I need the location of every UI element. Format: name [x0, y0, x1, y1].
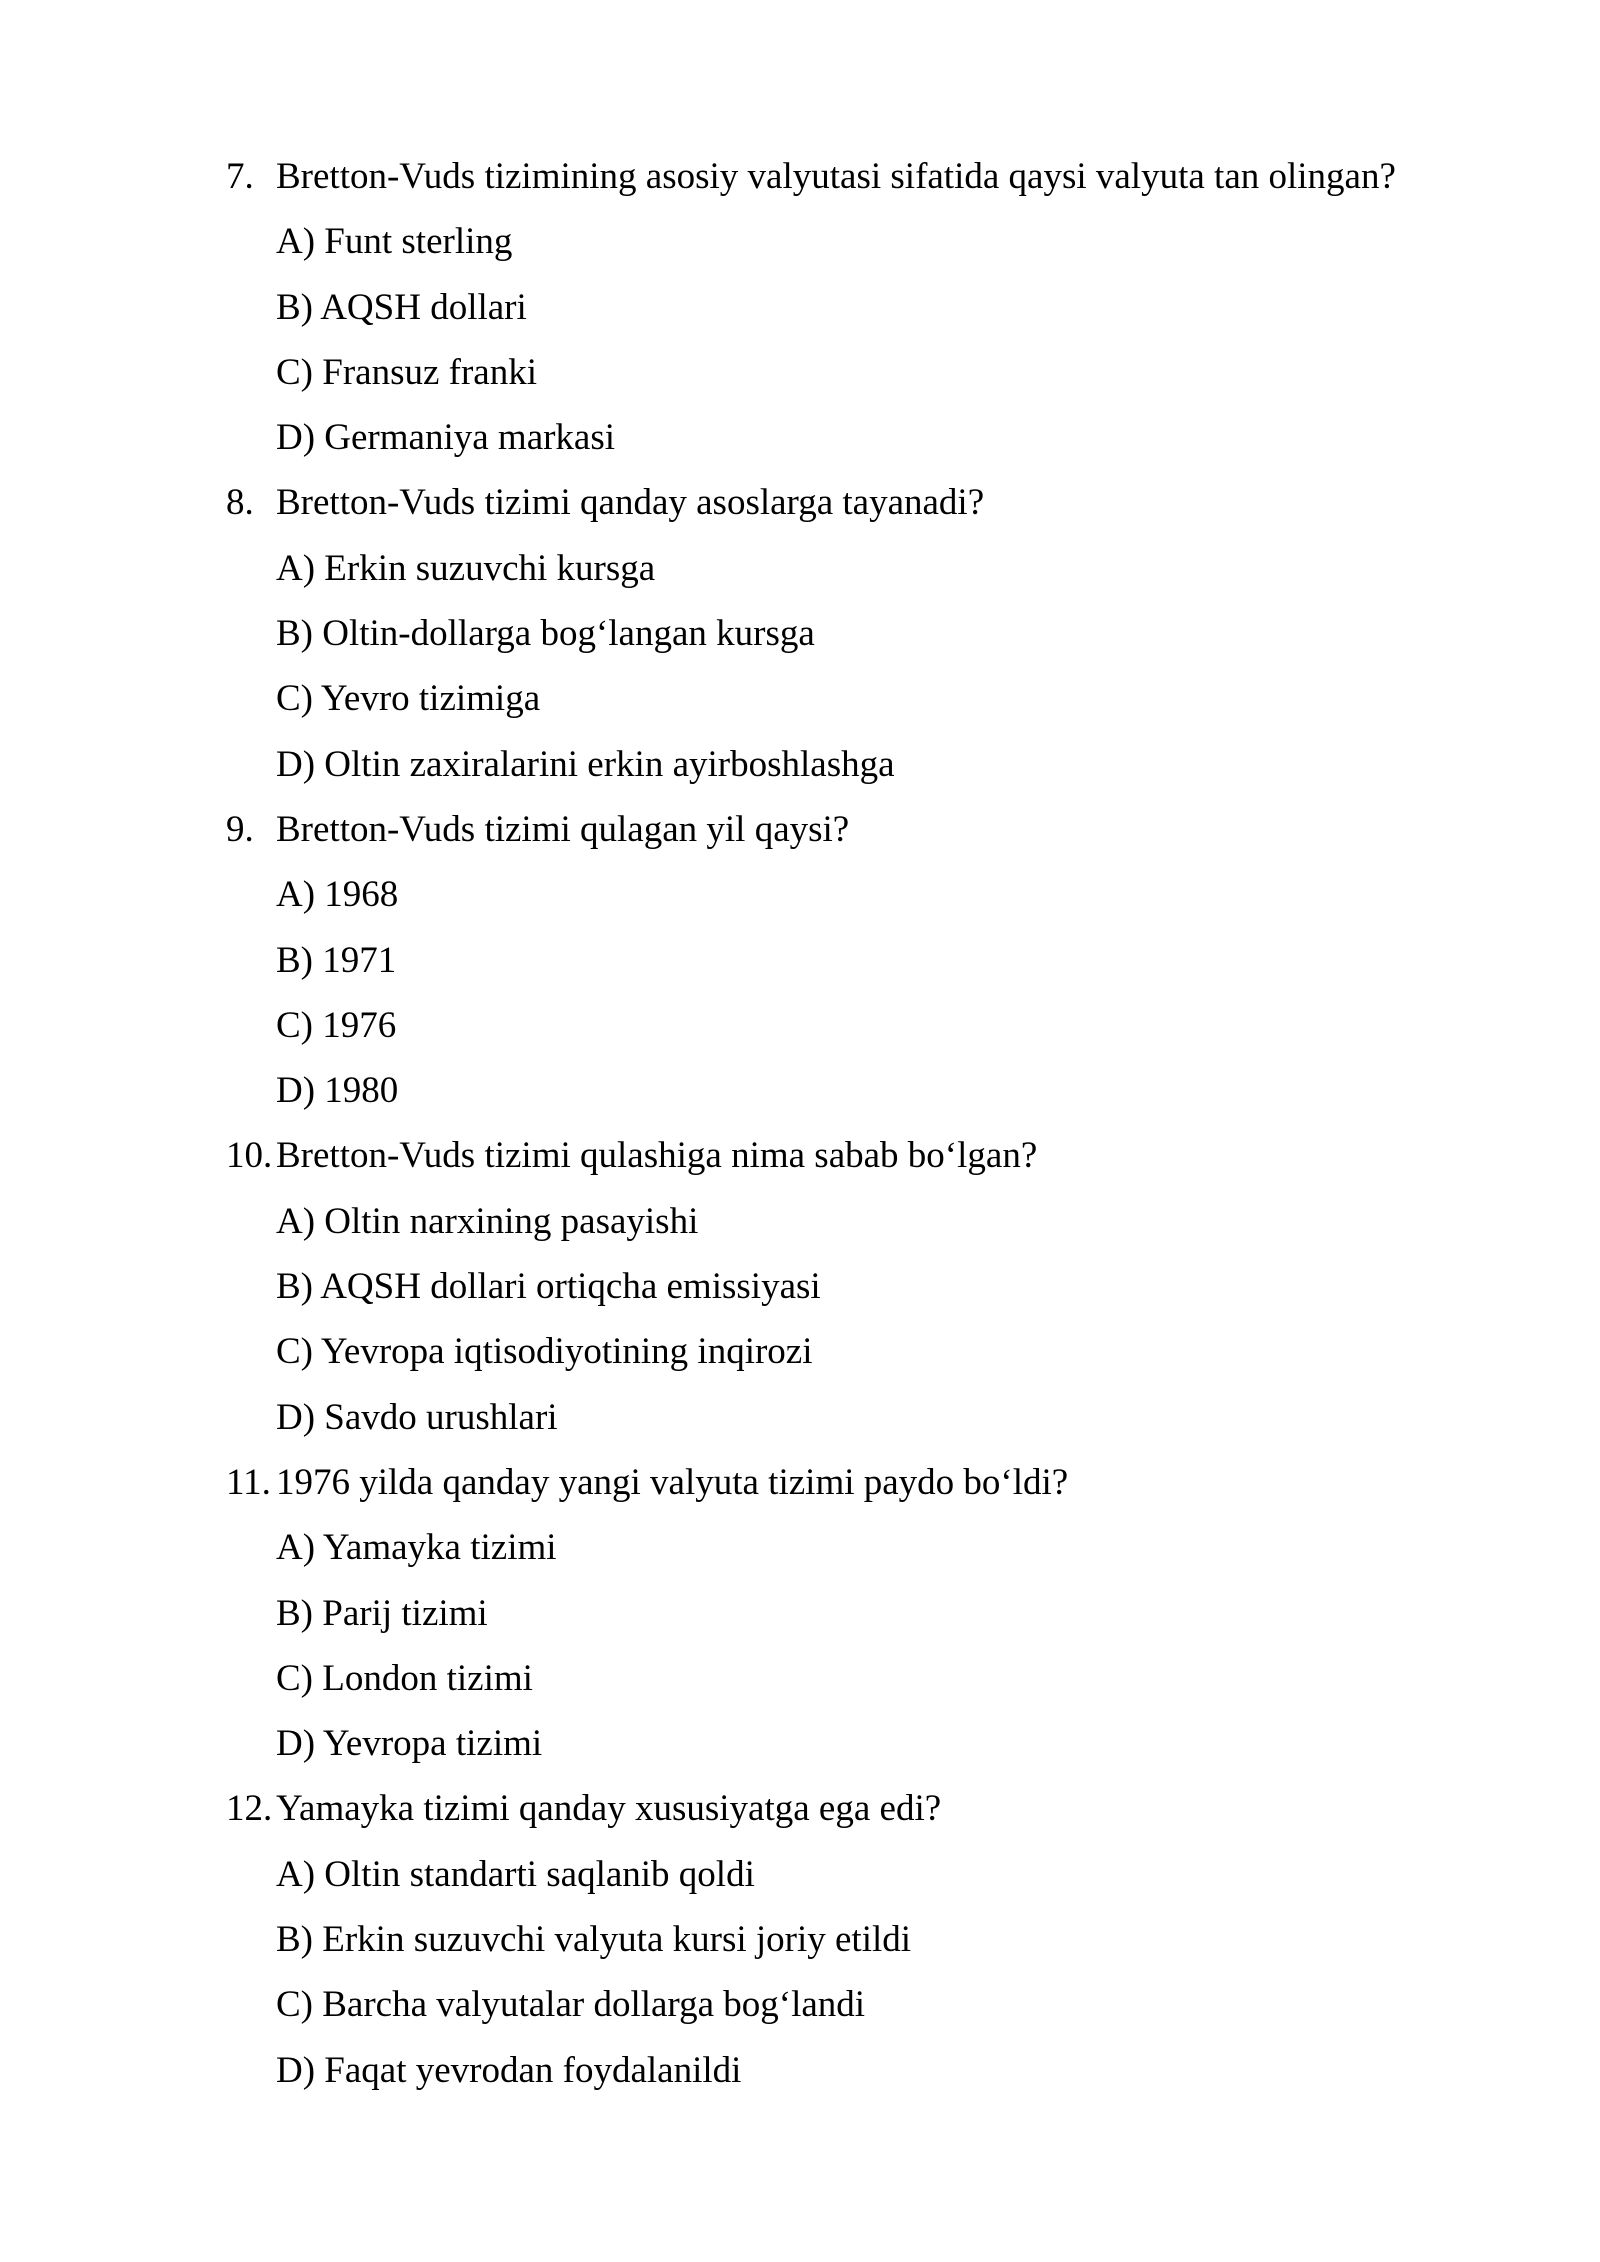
option-a: A) Funt sterling [276, 221, 513, 263]
option-d: D) Savdo urushlari [276, 1396, 558, 1438]
option-d: D) Germaniya markasi [276, 417, 616, 459]
question-12 [226, 1776, 1466, 2102]
question-text: Bretton-Vuds tizimi qulashiga nima sabab bo‘lgan? [276, 1135, 1038, 1177]
option-b: B) Erkin suzuvchi valyuta kursi joriy etildi [276, 1919, 912, 1961]
question-text: Yamayka tizimi qanday xususiyatga ega edi? [276, 1788, 942, 1830]
question-text: Bretton-Vuds tizimining asosiy valyutasi sifatida qaysi valyuta tan olingan? [276, 156, 1396, 197]
option-a: A) Yamayka tizimi [276, 1527, 557, 1569]
option-d: D) Faqat yevrodan foydalanildi [276, 2049, 742, 2091]
option-c: C) London tizimi [276, 1657, 533, 1699]
option-c: C) Yevropa iqtisodiyotining inqirozi [276, 1331, 813, 1373]
question-number: 9. [226, 808, 254, 850]
question-number: 7. [226, 156, 254, 197]
question-line [226, 797, 1466, 862]
option-c: C) Fransuz franki [276, 351, 537, 393]
option-b: B) AQSH dollari ortiqcha emissiyasi [276, 1266, 821, 1308]
question-number: 8. [226, 482, 254, 524]
option-c: C) 1976 [276, 1004, 397, 1046]
option-b: B) AQSH dollari [276, 286, 527, 328]
option-b: B) 1971 [276, 939, 397, 981]
question-line [226, 144, 1466, 209]
question-line [226, 1123, 1466, 1188]
question-text: Bretton-Vuds tizimi qanday asoslarga tayanadi? [276, 482, 985, 524]
option-d: D) Yevropa tizimi [276, 1723, 543, 1765]
option-b: B) Parij tizimi [276, 1592, 488, 1634]
question-number: 12. [226, 1788, 273, 1830]
option-c: C) Barcha valyutalar dollarga bog‘landi [276, 1984, 866, 2026]
question-9 [226, 797, 1466, 1123]
option-a: A) Oltin narxining pasayishi [276, 1200, 699, 1242]
option-d: D) 1980 [276, 1070, 399, 1112]
question-7 [226, 144, 1466, 470]
question-10 [226, 1123, 1466, 1449]
question-11 [226, 1450, 1466, 1776]
question-number: 10. [226, 1135, 273, 1177]
question-line [226, 470, 1466, 535]
option-d: D) Oltin zaxiralarini erkin ayirboshlashga [276, 743, 895, 785]
question-text: 1976 yilda qanday yangi valyuta tizimi paydo bo‘ldi? [276, 1461, 1069, 1503]
option-c: C) Yevro tizimiga [276, 678, 541, 720]
option-a: A) Oltin standarti saqlanib qoldi [276, 1853, 755, 1895]
question-number: 11. [226, 1461, 271, 1503]
question-text: Bretton-Vuds tizimi qulagan yil qaysi? [276, 808, 850, 850]
question-list [226, 144, 1466, 2103]
question-line [226, 1450, 1466, 1515]
option-a: A) 1968 [276, 874, 399, 916]
question-line [226, 1776, 1466, 1841]
option-a: A) Erkin suzuvchi kursga [276, 547, 656, 589]
option-b: B) Oltin-dollarga bog‘langan kursga [276, 613, 815, 655]
question-8 [226, 470, 1466, 796]
